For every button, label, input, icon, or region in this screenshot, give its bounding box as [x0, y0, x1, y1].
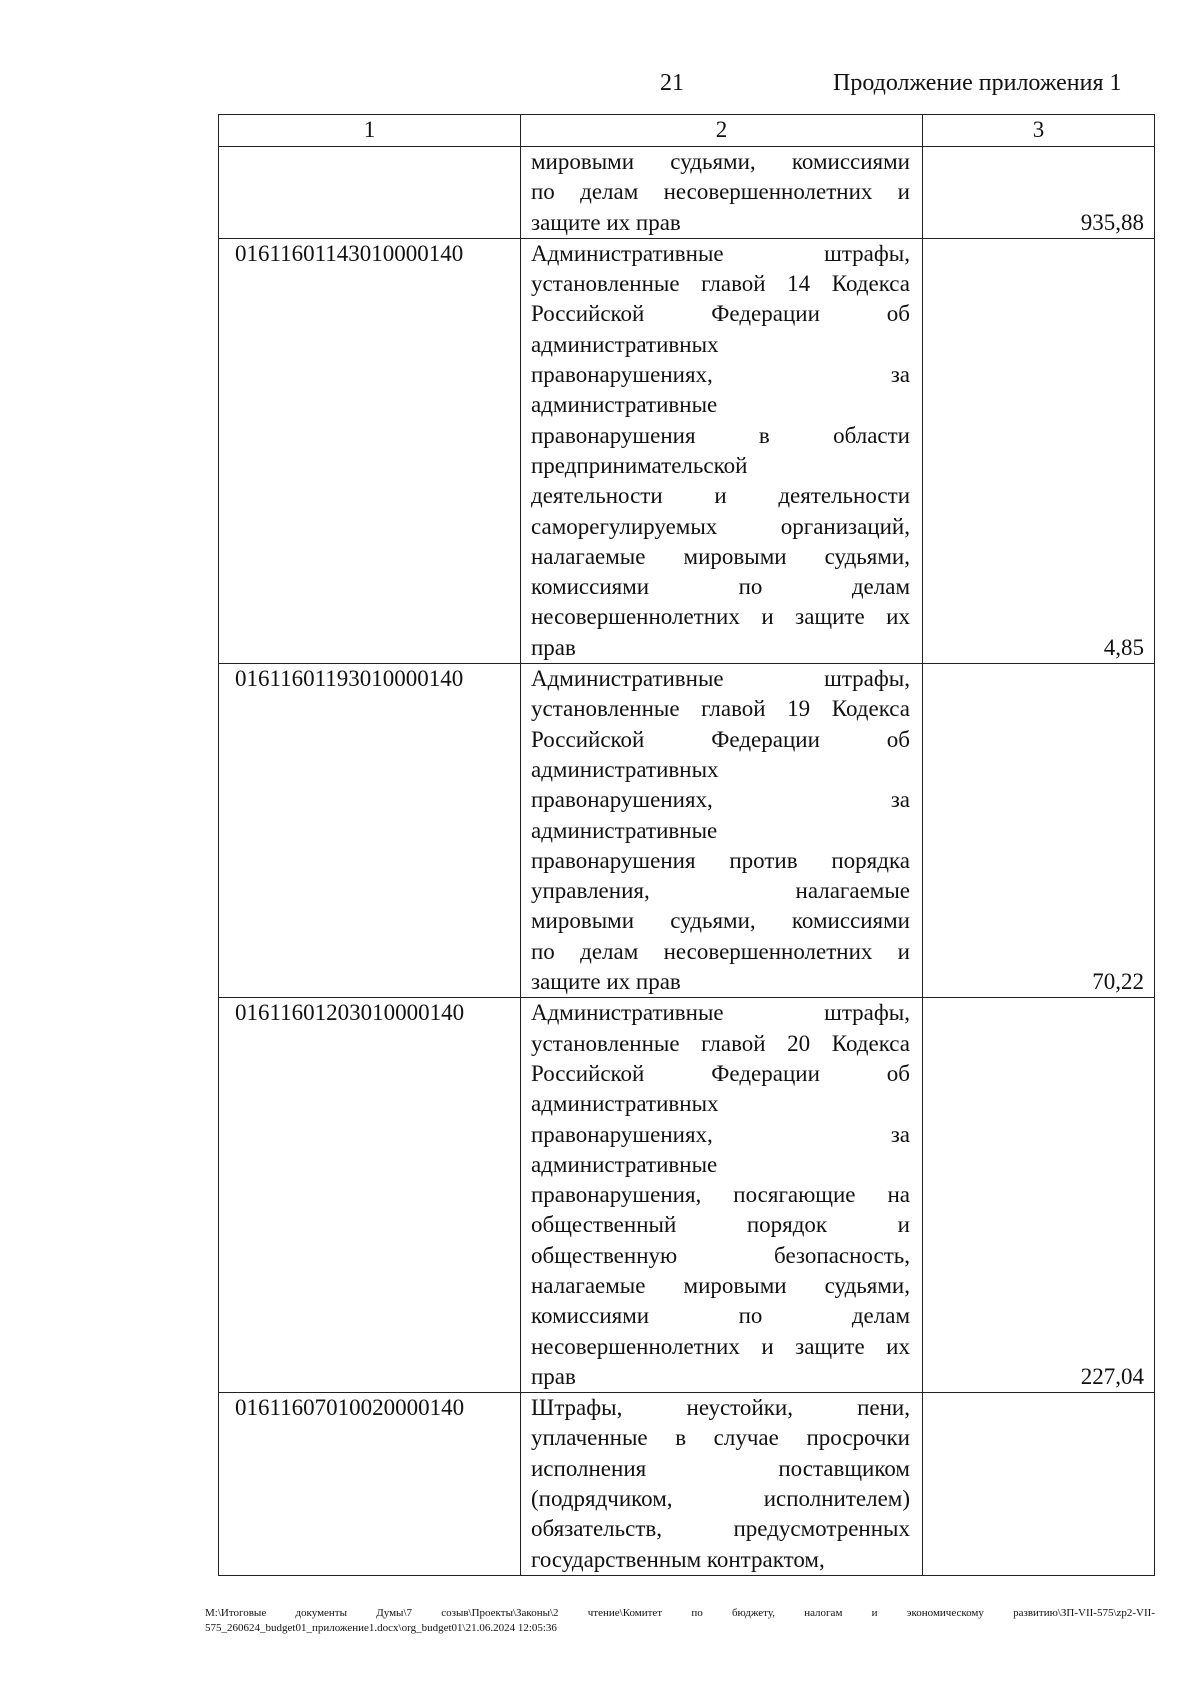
description-line: исполнения поставщиком [531, 1455, 910, 1481]
description-line: прав [531, 634, 576, 660]
description-line: по делам несовершеннолетних и [531, 938, 910, 964]
amount-cell [923, 664, 1155, 998]
budget-code-cell: 01611607010020000140 [219, 1393, 521, 1576]
description-line: правонарушениях, за [531, 787, 910, 813]
description-line: предпринимательской [531, 452, 748, 478]
description-line: (подрядчиком, исполнителем) [531, 1486, 910, 1512]
description-line: установленные главой 14 Кодекса [531, 271, 910, 297]
description-line: административных [531, 1091, 719, 1117]
description-line: установленные главой 20 Кодекса [531, 1030, 910, 1056]
description-line: Административные штрафы, [531, 1000, 910, 1026]
description-line: защите их прав [531, 209, 681, 235]
description-line: административные [531, 817, 718, 843]
table-row [219, 998, 1155, 1393]
description-line: Российской Федерации об [531, 1060, 910, 1086]
description-line: Российской Федерации об [531, 301, 910, 327]
table-row [219, 238, 1155, 663]
description-line: правонарушениях, за [531, 362, 910, 388]
amount-cell [923, 238, 1155, 663]
revenue-table [218, 114, 1155, 1576]
description-line: административных [531, 756, 719, 782]
amount-value: 227,04 [1080, 1364, 1144, 1390]
description-line: комиссиями по делам [531, 1303, 910, 1329]
amount-cell [923, 1393, 1155, 1576]
description-line: обязательств, предусмотренных [531, 1516, 910, 1542]
description-line: уплаченные в случае просрочки [531, 1425, 910, 1451]
description-line: мировыми судьями, комиссиями [531, 908, 910, 934]
amount-value: 4,85 [1103, 635, 1144, 661]
description-line: общественный порядок и [531, 1212, 910, 1238]
budget-code-cell: 01611601143010000140 [219, 238, 521, 663]
description-line: несовершеннолетних и защите их [531, 604, 910, 630]
amount-cell [923, 998, 1155, 1393]
description-line: защите их прав [531, 969, 681, 995]
amount-value: 935,88 [1080, 209, 1144, 235]
table-header-row [219, 115, 1155, 147]
description-line: деятельности и деятельности [531, 483, 910, 509]
description-line: мировыми судьями, комиссиями [531, 149, 910, 174]
description-line: государственным контрактом, [531, 1546, 825, 1572]
description-line: комиссиями по делам [531, 574, 910, 600]
description-line: саморегулируемых организаций, [531, 513, 910, 539]
description-cell [521, 238, 923, 663]
description-line: управления, налагаемые [531, 878, 910, 904]
page-number: 21 [660, 70, 684, 96]
description-line: прав [531, 1363, 576, 1389]
description-line: по делам несовершеннолетних и [531, 179, 910, 205]
amount-value: 70,22 [1092, 969, 1144, 995]
description-line: административные [531, 392, 718, 418]
description-line: административные [531, 1151, 718, 1177]
budget-code-cell: 01611601203010000140 [219, 998, 521, 1393]
description-line: правонарушения, посягающие на [531, 1182, 910, 1208]
description-line: общественную безопасность, [531, 1242, 910, 1268]
table-row [219, 147, 1155, 239]
description-cell [521, 1393, 923, 1576]
description-line: несовершеннолетних и защите их [531, 1333, 910, 1359]
description-line: налагаемые мировыми судьями, [531, 1272, 910, 1298]
amount-cell [923, 147, 1155, 239]
column-header-1: 1 [219, 115, 521, 147]
description-cell [521, 147, 923, 239]
table-row [219, 664, 1155, 998]
description-line: установленные главой 19 Кодекса [531, 696, 910, 722]
column-header-2: 2 [521, 115, 923, 147]
appendix-continuation-label: Продолжение приложения 1 [833, 70, 1122, 96]
column-header-3: 3 [923, 115, 1155, 147]
footer-path-line-1: M:\Итоговые документы Думы\7 созыв\Проекты\Законы\2 чтение\Комитет по бюджету, налогам и экономическому развитию\ЗП-VII-575\zp2-VII- [205, 1607, 1155, 1619]
description-line: правонарушения против порядка [531, 847, 910, 873]
footer-path-line-2: 575_260624_budget01_приложение1.docx\org_budget01\21.06.2024 12:05:36 [205, 1622, 557, 1634]
description-cell [521, 998, 923, 1393]
document-path-footer [205, 1606, 1155, 1636]
description-line: правонарушениях, за [531, 1121, 910, 1147]
description-cell [521, 664, 923, 998]
description-line: Штрафы, неустойки, пени, [531, 1395, 910, 1421]
description-line: административных [531, 331, 719, 357]
description-line: налагаемые мировыми судьями, [531, 543, 910, 569]
budget-code-cell: 01611601193010000140 [219, 664, 521, 998]
description-line: правонарушения в области [531, 422, 910, 448]
budget-code-cell [219, 147, 521, 239]
description-line: Российской Федерации об [531, 726, 910, 752]
description-line: Административные штрафы, [531, 666, 910, 692]
table-row [219, 1393, 1155, 1576]
description-line: Административные штрафы, [531, 240, 910, 266]
